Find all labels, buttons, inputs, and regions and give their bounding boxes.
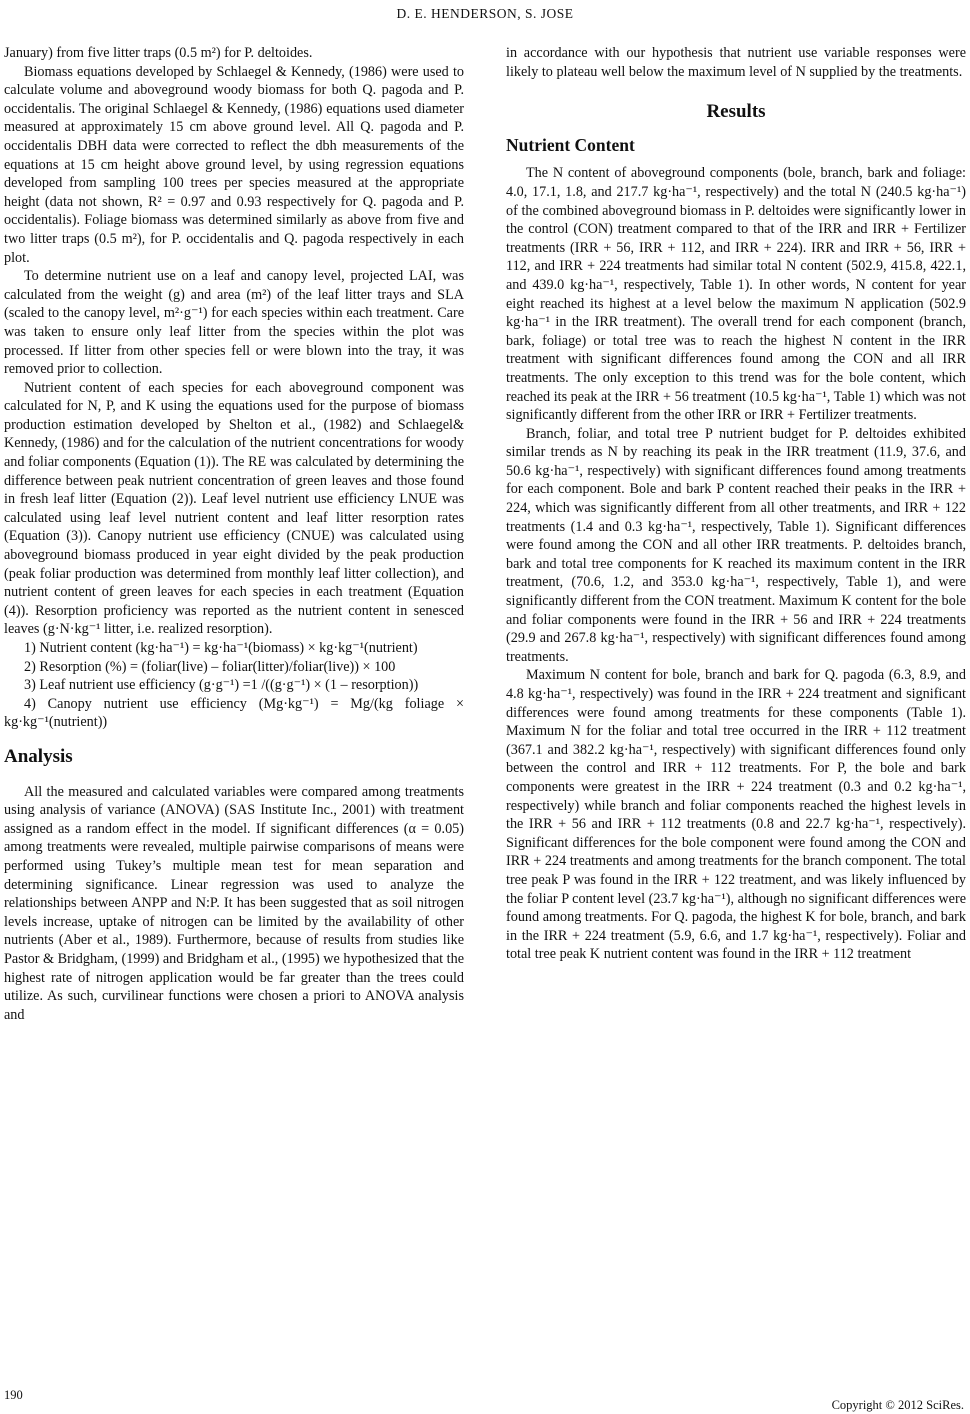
left-column <box>4 44 464 1024</box>
equation-3: 3) Leaf nutrient use efficiency (g·g⁻¹) =1 /((g·g⁻¹) × (1 – resorption)) <box>24 677 419 694</box>
paragraph: Maximum N content for bole, branch and bark for Q. pagoda (6.3, 8.9, and 4.8 kg·ha⁻¹, respectively) was found in the IRR + 224 treatment and significant differences were found among treatments for these components (Table 1). Maximum N for the foliar and total tree occurred in the IRR + 112 treatment (367.1 and 382.2 kg·ha⁻¹, respectively) with significant differences found only between the control and IRR + 112 treatments. For P, the bole and bark components were greatest in the IRR + 224 treatment (0.3 and 0.2 kg·ha⁻¹, respectively) while branch and foliar components reached the highest levels in the IRR + 56 and IRR + 112 treatments (0.8 and 22.7 kg·ha⁻¹, respectively). Significant differences for the bole component were found among the CON and IRR + 224 treatments and among treatments for the branch component. The total tree peak P was found in the IRR + 122 treatment, and was likely influenced by the foliar P content level (23.7 kg·ha⁻¹), although no significant differences were found among treatments. For Q. pagoda, the highest K for bole, branch, and bark in the IRR + 224 treatment (5.9, 6.6, and 1.7 kg·ha⁻¹, respectively). Foliar and total tree peak K nutrient content was found in the IRR + 112 treatment <box>506 667 966 963</box>
paragraph: Nutrient content of each species for each aboveground component was calculated for N, P, and K using the equations used for the purpose of biomass production estimation developed by Shelton et al., (1982) and Schlaegel& Kennedy, (1986) and for the calculation of the nutrient concentrations for woody and foliar components (Equation (1)). The RE was calculated by determining the difference between peak nutrient concentration of green leaves and those found in fresh leaf litter (Equation (2)). Leaf level nutrient use efficiency LNUE was calculated using leaf level nutrient content and leaf litter resorption rates (Equation (3)). Canopy nutrient use efficiency (CNUE) was calculated using aboveground biomass produced in year eight divided by the peak production (peak foliar production was determined from monthly leaf litter collection), and nutrient content of green leaves for each species in each treatment (Equation (4)). Resorption proficiency was reported as the nutrient content in senesced leaves (g·N·kg⁻¹ litter, i.e. realized resorption). <box>4 379 464 638</box>
paragraph: Branch, foliar, and total tree P nutrient budget for P. deltoides exhibited similar trends as N by reaching its peak in the IRR treatment (11.9, 37.6, and 50.6 kg·ha⁻¹, respectively) with significant differences found among treatments for each component. Bole and bark P content reached their peaks in the IRR + 224, which was significantly different from all other treatments, and IRR + 122 treatments (1.4 and 0.3 kg·ha⁻¹, respectively, Table 1). Significant differences were found among the CON and all other IRR treatments. P. deltoides branch, bark and total tree components for K reached its maximum content in the IRR treatment, (70.6, 1.2, and 353.0 kg·ha⁻¹, respectively, Table 1), and were significantly different from the CON treatment. Maximum K content for the bole and foliar components were found in the IRR + 56 and IRR + 224 treatments (29.9 and 267.8 kg·ha⁻¹, respectively) with significant differences found among treatments. <box>506 425 966 665</box>
equation-2: 2) Resorption (%) = (foliar(live) – foliar(litter)/foliar(live)) × 100 <box>24 658 396 675</box>
paragraph: All the measured and calculated variables were compared among treatments using analysis of variance (ANOVA) (SAS Institute Inc., 2001) with treatment assigned as a random effect in the model. If significant differences (α = 0.05) among treatments were revealed, multiple pairwise comparisons of means were performed using Tukey’s multiple mean test for mean separation and determining significance. Linear regression was used to analyze the relationships between ANPP and N:P. It has been suggested that as soil nitrogen levels increase, uptake of nitrogen can be limited by the availability of other nutrients (Aber et al., 1989). Furthermore, because of results from studies like Pastor & Bridgham, (1999) and Bridgham et al., (1995) we hypothesized that the highest rate of nitrogen application would be far greater than the trees could utilize. As such, curvilinear functions were chosen a priori to ANOVA analysis and <box>4 783 464 1023</box>
running-head: D. E. HENDERSON, S. JOSE <box>396 6 574 21</box>
equation-4: 4) Canopy nutrient use efficiency (Mg·kg⁻¹) = Mg/(kg foliage × kg·kg⁻¹(nutrient)) <box>4 695 464 731</box>
paragraph: Biomass equations developed by Schlaegel & Kennedy, (1986) were used to calculate volume and aboveground woody biomass for both Q. pagoda and P. occidentalis. The original Schlaegel & Kennedy, (1986) equations used diameter measured at approximately 15 cm above ground level. All Q. pagoda and P. occidentalis DBH data were corrected to reflect the dbh measurements of the equations at 15 cm height above ground level, by using regression equations developed from sampling 100 trees per species measured at the appropriate height (data not shown, R² = 0.97 and 0.93 respectively for Q. pagoda and P. occidentalis). Foliage biomass was determined similarly as above from five and two litter traps (0.5 m²), for P. occidentalis and Q. pagoda respectively in each plot. <box>4 63 464 266</box>
paragraph: in accordance with our hypothesis that nutrient use variable responses were likely to plateau well below the maximum level of N supplied by the treatments. <box>506 45 966 80</box>
section-heading-results: Results <box>706 101 766 123</box>
subsection-heading-nutrient-content: Nutrient Content <box>506 134 635 155</box>
equation-1: 1) Nutrient content (kg·ha⁻¹) = kg·ha⁻¹(biomass) × kg·kg⁻¹(nutrient) <box>24 640 418 656</box>
page-number: 190 <box>4 1388 23 1402</box>
paragraph: The N content of aboveground components (bole, branch, bark and foliage: 4.0, 17.1, 1.8, and 217.7 kg·ha⁻¹, respectively) and the total N (240.5 kg·ha⁻¹) of the combined aboveground biomass in P. deltoides were significantly lower in the control (CON) treatment compared to that of the IRR and IRR + Fertilizer treatments (IRR + 56, IRR + 112, and IRR + 224). IRR and IRR + 56, IRR + 112, and IRR + 224 treatments had similar total N content (502.9, 415.8, 422.1, and 439.0 kg·ha⁻¹, respectively, Table 1). In other words, N content for year eight reached its highest at a level below the maximum N application (502.9 kg·ha⁻¹ in the IRR treatment). The overall trend for each component (branch, bark, foliage) or total tree was to reach the highest N content in the IRR treatment with significant differences found among the CON and all IRR treatments. The only exception to this trend was for the bole content, which reached its peak at the IRR + 56 treatment (10.5 kg·ha⁻¹, Table 1) which was not significantly different from the other IRR or IRR + Fertilizer treatments. <box>506 165 966 424</box>
paragraph: January) from five litter traps (0.5 m²) for P. deltoides. <box>4 45 313 61</box>
paragraph: To determine nutrient use on a leaf and canopy level, projected LAI, was calculated from the weight (g) and area (m²) of the leaf litter trays and SLA (scaled to the canopy level, m²·g⁻¹) for each species within each treatment. Care was taken to ensure only leaf litter from the species within the plot was processed. If litter from other species fell or were blown into the tray, it was removed prior to collection. <box>4 268 464 378</box>
right-column <box>506 44 966 964</box>
copyright-notice: Copyright © 2012 SciRes. <box>831 1398 964 1412</box>
section-heading-analysis: Analysis <box>4 745 73 767</box>
